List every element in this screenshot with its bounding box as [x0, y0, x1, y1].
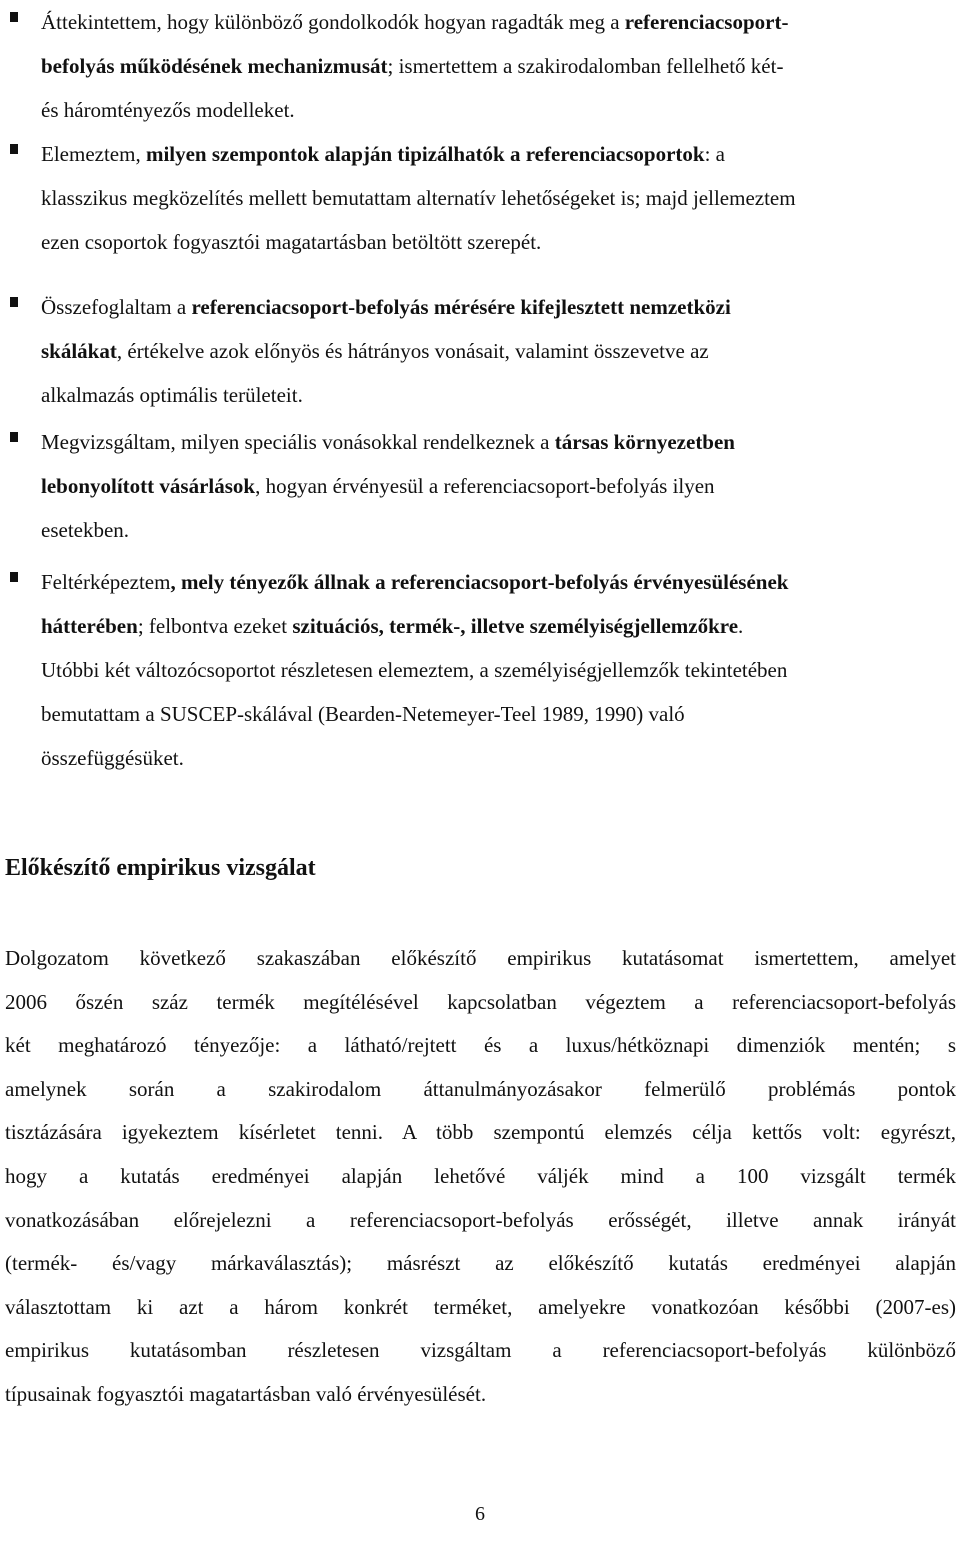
- bullet-text: [41, 0, 946, 132]
- paragraph-line: tisztázására igyekeztem kísérletet tenni. A több szempontú elemzés célja kettős volt: egyrészt,: [5, 1120, 956, 1145]
- text-run: Megvizsgáltam, milyen speciális vonásokkal rendelkeznek a: [41, 430, 555, 454]
- paragraph-line: empirikus kutatásomban részletesen vizsgáltam a referenciacsoport-befolyás különböző: [5, 1338, 956, 1363]
- text-run: ; felbontva ezeket: [137, 614, 293, 638]
- bullet-line: [41, 648, 946, 692]
- text-run: alkalmazás optimális területeit.: [41, 383, 303, 407]
- paragraph-line: 2006 őszén száz termék megítélésével kapcsolatban végeztem a referenciacsoport-befolyás: [5, 989, 956, 1014]
- bullet-line: [41, 44, 946, 88]
- bullet-marker-icon: [10, 144, 18, 154]
- text-run: .: [738, 614, 744, 638]
- bullet-marker-icon: [10, 297, 18, 307]
- bold-run: lebonyolított vásárlások: [41, 474, 256, 498]
- bullet-line: [41, 692, 946, 736]
- bullet-marker-icon: [10, 432, 18, 442]
- text-run: klasszikus megközelítés mellett bemutattam alternatív lehetőségeket is; majd jellemeztem: [41, 186, 796, 210]
- section-heading: Előkészítő empirikus vizsgálat: [5, 855, 316, 881]
- bullet-text: [41, 420, 946, 552]
- bullet-line: [41, 420, 946, 464]
- bullet-line: [41, 373, 946, 417]
- bullet-line: [41, 176, 946, 220]
- bold-run: skálákat: [41, 339, 117, 363]
- text-run: ezen csoportok fogyasztói magatartásban betöltött szerepét.: [41, 230, 542, 254]
- paragraph-line: amelynek során a szakirodalom áttanulmányozásakor felmerülő problémás pontok: [5, 1076, 956, 1101]
- bullet-line: [41, 464, 946, 508]
- bold-run: befolyás működésének mechanizmusát: [41, 54, 388, 78]
- bullet-line: [41, 220, 946, 264]
- text-run: ; ismertettem a szakirodalomban fellelhető két-: [387, 54, 784, 78]
- bullet-line: [41, 0, 946, 44]
- bullet-text: [41, 285, 946, 417]
- paragraph-line: Dolgozatom következő szakaszában előkészítő empirikus kutatásomat ismertettem, amelyet: [5, 946, 956, 970]
- text-run: Elemeztem,: [41, 142, 146, 166]
- page-number: 6: [475, 1503, 485, 1525]
- bold-run: referenciacsoport-befolyás mérésére kifejlesztett nemzetközi: [191, 295, 731, 319]
- bold-run: , mely tényezők állnak a referenciacsoport-befolyás érvényesülésének: [170, 570, 789, 594]
- bullet-text: [41, 560, 946, 780]
- bullet-line: [41, 560, 946, 604]
- paragraph-line: hogy a kutatás eredményei alapján lehetővé váljék mind a 100 vizsgált termék: [5, 1163, 956, 1188]
- text-run: Feltérképeztem: [41, 570, 171, 594]
- paragraph-line: típusainak fogyasztói magatartásban való érvényesülését.: [5, 1381, 487, 1406]
- bold-run: társas környezetben: [554, 430, 735, 454]
- bullet-line: [41, 88, 946, 132]
- text-run: bemutattam a SUSCEP-skálával (Bearden-Netemeyer-Teel 1989, 1990) való: [41, 702, 685, 726]
- text-run: összefüggésüket.: [41, 746, 184, 770]
- bullet-line: [41, 132, 946, 176]
- text-run: , hogyan érvényesül a referenciacsoport-befolyás ilyen: [255, 474, 715, 498]
- bullet-line: [41, 604, 946, 648]
- paragraph-line: (termék- és/vagy márkaválasztás); másrészt az előkészítő kutatás eredményei alapján: [5, 1251, 956, 1276]
- paragraph-line: választottam ki azt a három konkrét terméket, amelyekre vonatkozóan későbbi (2007-es): [5, 1294, 956, 1319]
- bold-run: referenciacsoport-: [624, 10, 789, 34]
- text-run: és háromtényezős modelleket.: [41, 98, 295, 122]
- bullet-line: [41, 736, 946, 780]
- text-run: esetekben.: [41, 518, 130, 542]
- text-run: : a: [704, 142, 725, 166]
- bold-run: szituációs, termék-, illetve személyiségjellemzőkre: [292, 614, 739, 638]
- paragraph-line: két meghatározó tényezője: a látható/rejtett és a luxus/hétköznapi dimenziók mentén; s: [5, 1033, 956, 1058]
- body-paragraph: [5, 937, 956, 1417]
- bold-run: hátterében: [41, 614, 138, 638]
- bullet-line: [41, 508, 946, 552]
- bullet-marker-icon: [10, 12, 18, 22]
- text-run: Összefoglaltam a: [41, 295, 192, 319]
- bullet-line: [41, 285, 946, 329]
- bullet-marker-icon: [10, 572, 18, 582]
- paragraph-line: vonatkozásában előrejelezni a referenciacsoport-befolyás erősségét, illetve annak irányát: [5, 1207, 956, 1232]
- bullet-line: [41, 329, 946, 373]
- text-run: Utóbbi két változócsoportot részletesen elemeztem, a személyiségjellemzők tekintetében: [41, 658, 788, 682]
- text-run: Áttekintettem, hogy különböző gondolkodók hogyan ragadták meg a: [41, 10, 625, 34]
- text-run: , értékelve azok előnyös és hátrányos vonásait, valamint összevetve az: [116, 339, 709, 363]
- bullet-text: [41, 132, 946, 264]
- bold-run: milyen szempontok alapján tipizálhatók a referenciacsoportok: [145, 142, 705, 166]
